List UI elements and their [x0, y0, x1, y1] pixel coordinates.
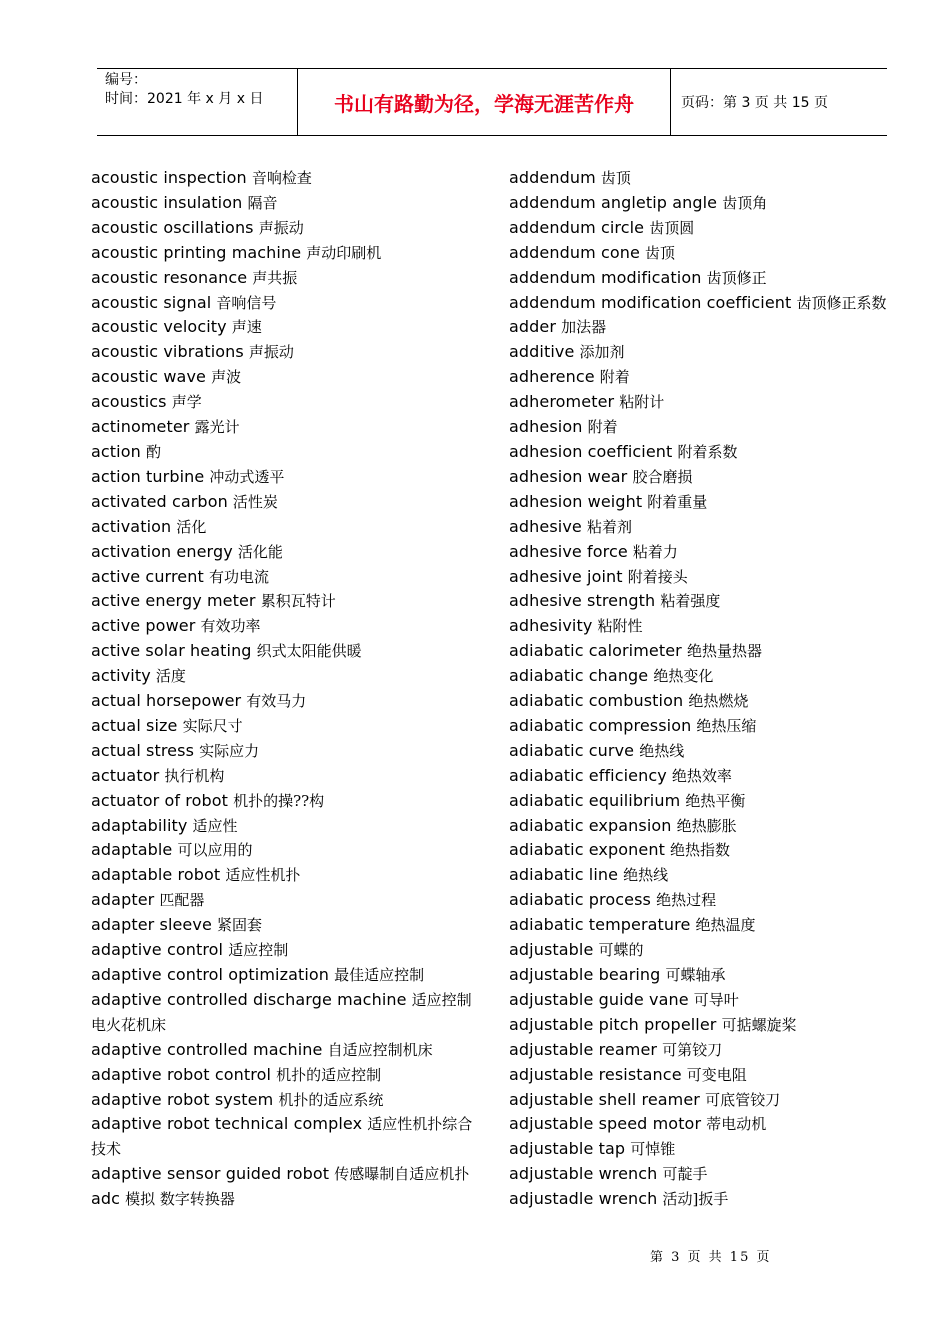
term-english: adjustable reamer	[509, 1039, 658, 1059]
term-chinese: 可掂螺旋桨	[721, 1015, 797, 1034]
term-english: adaptable robot	[91, 865, 221, 885]
glossary-entry	[91, 565, 477, 590]
term-english: acoustic signal	[91, 292, 212, 312]
glossary-entry	[509, 1063, 899, 1088]
term-english: adhesion coefficient	[509, 441, 673, 461]
term-chinese: 实际尺寸	[182, 716, 243, 735]
term-chinese: 音响信号	[216, 293, 277, 312]
term-english: adiabatic process	[509, 890, 651, 910]
term-chinese: 齿顶修正	[706, 268, 767, 287]
glossary-entry	[509, 639, 899, 664]
glossary-entry	[91, 963, 477, 988]
document-number-label: 编号：	[105, 72, 147, 88]
glossary-entry	[91, 191, 477, 216]
term-english: adaptive controlled discharge machine	[91, 989, 407, 1009]
glossary-entry	[91, 614, 477, 639]
term-english: activation	[91, 516, 172, 536]
term-chinese: 粘着强度	[660, 592, 721, 611]
term-english: adhesion weight	[509, 491, 643, 511]
term-chinese: 绝热线	[623, 866, 669, 885]
glossary-entry	[509, 863, 899, 888]
glossary-entry	[91, 1038, 477, 1063]
term-chinese: 模拟 数字转换器	[125, 1190, 235, 1209]
term-english: acoustic wave	[91, 367, 206, 387]
glossary-entry	[91, 764, 477, 789]
term-english: adjustable resistance	[509, 1064, 682, 1084]
term-english: adjustable bearing	[509, 965, 661, 984]
term-chinese: 机扑的适应控制	[276, 1065, 382, 1084]
glossary-entry	[91, 814, 477, 839]
glossary-entry	[91, 1187, 477, 1212]
term-chinese: 露光计	[194, 418, 240, 437]
document-time: 时间：2021 年 x 月 x 日	[105, 91, 264, 107]
term-english: adhesive	[509, 516, 582, 536]
term-chinese: 添加剂	[579, 343, 625, 362]
glossary-entry	[509, 166, 899, 191]
term-chinese: 可第铰刀	[662, 1040, 723, 1059]
glossary-entry	[91, 789, 477, 814]
term-chinese: 冲动式透平	[209, 467, 285, 486]
glossary-entry	[509, 789, 899, 814]
term-english: adaptive robot technical complex	[91, 1114, 363, 1134]
term-chinese: 可导叶	[693, 990, 739, 1009]
term-english: acoustic inspection	[91, 168, 247, 187]
glossary-entry	[91, 166, 477, 191]
term-chinese: 附着接头	[627, 567, 688, 586]
glossary-entry	[509, 490, 899, 515]
term-english: adherometer	[509, 392, 615, 412]
term-english: action	[91, 441, 141, 461]
term-english: adiabatic temperature	[509, 915, 691, 935]
term-english: activated carbon	[91, 491, 228, 511]
glossary-entry	[91, 1112, 477, 1162]
term-chinese: 粘着剂	[586, 517, 632, 536]
glossary-right-column	[509, 166, 899, 1212]
footer-page-number: 第 3 页 共 15 页	[650, 1250, 772, 1265]
term-english: adiabatic line	[509, 865, 619, 885]
term-english: adiabatic efficiency	[509, 765, 667, 785]
term-english: acoustic printing machine	[91, 242, 302, 262]
term-chinese: 粘附计	[619, 393, 665, 412]
glossary-entry	[509, 589, 899, 614]
glossary-entry	[509, 565, 899, 590]
glossary-entry	[509, 913, 899, 938]
glossary-entry	[91, 490, 477, 515]
term-chinese: 机扑的操??构	[233, 791, 325, 810]
term-english: addendum cone	[509, 242, 640, 262]
glossary-entry	[91, 291, 477, 316]
term-chinese: 紧固套	[216, 916, 262, 935]
term-chinese: 绝热指数	[670, 841, 731, 860]
term-chinese: 声学	[171, 393, 202, 412]
glossary-entry	[509, 963, 899, 988]
term-chinese: 有功电流	[208, 567, 269, 586]
term-chinese: 活性炭	[232, 492, 278, 511]
term-chinese: 适应性机扑	[225, 866, 301, 885]
glossary-entry	[509, 888, 899, 913]
term-english: adjustable	[509, 940, 594, 960]
glossary-entry	[509, 1137, 899, 1162]
glossary-entry	[509, 340, 899, 365]
header-page-info: 页码：第 3 页 共 15 页	[681, 95, 828, 111]
term-chinese: 执行机构	[164, 766, 225, 785]
term-english: acoustics	[91, 392, 167, 412]
glossary-entry	[509, 838, 899, 863]
term-chinese: 传感曝制自适应机扑	[334, 1165, 470, 1184]
glossary-entry	[91, 465, 477, 490]
glossary-entry	[509, 440, 899, 465]
term-english: addendum	[509, 168, 596, 187]
header-meta	[97, 69, 298, 135]
glossary-entry	[91, 216, 477, 241]
term-english: adiabatic calorimeter	[509, 641, 682, 661]
glossary-entry	[509, 739, 899, 764]
term-english: adjustable speed motor	[509, 1114, 702, 1134]
glossary-entry	[91, 390, 477, 415]
term-english: adhesion	[509, 417, 583, 437]
term-chinese: 绝热量热器	[686, 642, 762, 661]
glossary-entry	[91, 1162, 477, 1187]
term-english: adjustable pitch propeller	[509, 1014, 717, 1034]
term-english: acoustic vibrations	[91, 342, 244, 362]
term-chinese: 音响检查	[251, 169, 312, 187]
term-english: actual horsepower	[91, 691, 242, 711]
term-chinese: 蒂电动机	[706, 1115, 767, 1134]
term-english: adhesive force	[509, 541, 628, 561]
term-chinese: 声波	[211, 368, 242, 387]
term-english: adiabatic combustion	[509, 691, 684, 711]
term-english: adaptable	[91, 840, 173, 860]
page-header	[97, 68, 887, 136]
term-english: adhesive strength	[509, 591, 656, 611]
term-english: adapter	[91, 890, 155, 910]
term-chinese: 可悼锥	[630, 1140, 676, 1159]
term-english: active energy meter	[91, 591, 256, 611]
term-chinese: 绝热变化	[653, 667, 714, 686]
glossary-entry	[91, 365, 477, 390]
term-english: active solar heating	[91, 641, 252, 661]
term-chinese: 声动印刷机	[306, 243, 382, 262]
term-chinese: 绝热膨胀	[676, 816, 737, 835]
glossary-entry	[509, 1088, 899, 1113]
term-chinese: 齿顶圆	[649, 218, 695, 237]
glossary-entry	[509, 216, 899, 241]
glossary-entry	[509, 689, 899, 714]
glossary-entry	[91, 440, 477, 465]
glossary-entry	[509, 714, 899, 739]
term-chinese: 绝热平衡	[685, 791, 746, 810]
glossary-entry	[91, 838, 477, 863]
term-chinese: 可蝶轴承	[665, 966, 726, 984]
term-chinese: 附着	[587, 418, 618, 437]
glossary-entry	[91, 1063, 477, 1088]
term-chinese: 粘附性	[597, 617, 643, 636]
term-chinese: 可靛手	[662, 1165, 708, 1184]
term-english: acoustic oscillations	[91, 217, 254, 237]
glossary-entry	[91, 1088, 477, 1113]
term-chinese: 声共振	[252, 268, 298, 287]
term-chinese: 可底管铰刀	[705, 1090, 781, 1109]
term-chinese: 匹配器	[159, 891, 205, 910]
term-english: addendum circle	[509, 217, 645, 237]
glossary-entry	[91, 589, 477, 614]
glossary-entry	[509, 191, 899, 216]
term-english: adhesive joint	[509, 566, 623, 586]
term-chinese: 累积瓦特计	[260, 592, 336, 611]
term-english: adiabatic curve	[509, 740, 635, 760]
term-chinese: 实际应力	[199, 741, 260, 760]
term-chinese: 活化	[176, 517, 207, 536]
term-chinese: 织式太阳能供暖	[256, 642, 362, 661]
term-chinese: 有效马力	[246, 692, 307, 711]
term-english: adiabatic exponent	[509, 840, 665, 860]
term-english: adhesivity	[509, 616, 593, 636]
term-english: acoustic velocity	[91, 317, 227, 337]
term-chinese: 可以应用的	[177, 841, 253, 860]
term-chinese: 绝热温度	[695, 916, 756, 935]
glossary-entry	[91, 689, 477, 714]
term-chinese: 适应控制电火花机床	[91, 990, 472, 1034]
term-chinese: 可变电阻	[686, 1065, 747, 1084]
term-english: actual size	[91, 715, 178, 735]
term-english: adder	[509, 317, 557, 337]
term-english: adaptive control optimization	[91, 965, 330, 984]
glossary-entry	[509, 1162, 899, 1187]
term-chinese: 加法器	[561, 318, 607, 337]
term-english: actuator	[91, 765, 160, 785]
term-english: active power	[91, 616, 196, 636]
glossary-entry	[509, 1187, 899, 1212]
term-chinese: 粘着力	[632, 542, 678, 561]
glossary-entry	[91, 913, 477, 938]
term-chinese: 声速	[231, 318, 262, 337]
term-english: action turbine	[91, 466, 205, 486]
term-chinese: 齿顶	[600, 169, 631, 187]
term-english: actual stress	[91, 740, 195, 760]
term-english: active current	[91, 566, 204, 586]
glossary-entry	[509, 540, 899, 565]
term-chinese: 活度	[155, 667, 186, 686]
glossary-entry	[91, 664, 477, 689]
term-chinese: 绝热燃烧	[688, 692, 749, 711]
term-english: actinometer	[91, 417, 190, 437]
term-chinese: 最佳适应控制	[334, 966, 425, 984]
glossary-entry	[509, 988, 899, 1013]
term-chinese: 酌	[145, 442, 161, 461]
term-chinese: 声振动	[258, 218, 304, 237]
term-chinese: 附着系数	[677, 442, 738, 461]
glossary-entry	[91, 315, 477, 340]
term-english: addendum angletip angle	[509, 192, 718, 212]
term-english: adjustable shell reamer	[509, 1089, 700, 1109]
glossary-entry	[509, 1038, 899, 1063]
glossary-entry	[509, 266, 899, 291]
glossary-entry	[91, 888, 477, 913]
term-chinese: 隔音	[247, 193, 278, 212]
glossary-entry	[509, 814, 899, 839]
term-chinese: 绝热线	[639, 741, 685, 760]
term-english: acoustic resonance	[91, 267, 248, 287]
term-english: adiabatic expansion	[509, 815, 672, 835]
glossary-entry	[509, 241, 899, 266]
term-chinese: 活动]扳手	[662, 1190, 729, 1209]
term-chinese: 有效功率	[200, 617, 261, 636]
term-english: adjustable tap	[509, 1139, 626, 1159]
term-english: actuator of robot	[91, 790, 228, 810]
glossary-entry	[509, 365, 899, 390]
term-english: adc	[91, 1189, 121, 1209]
term-english: adhesion wear	[509, 466, 628, 486]
glossary-entry	[91, 241, 477, 266]
term-chinese: 声振动	[248, 343, 294, 362]
glossary-entry	[509, 465, 899, 490]
term-english: adjustable guide vane	[509, 989, 689, 1009]
term-english: activation energy	[91, 541, 233, 561]
glossary-entry	[509, 764, 899, 789]
term-chinese: 自适应控制机床	[327, 1040, 433, 1059]
glossary-entry	[509, 614, 899, 639]
term-english: activity	[91, 666, 151, 686]
term-chinese: 机扑的适应系统	[278, 1090, 384, 1109]
term-chinese: 可蝶的	[598, 941, 644, 960]
glossary-entry	[509, 315, 899, 340]
term-english: adaptive control	[91, 940, 224, 960]
term-english: adaptability	[91, 815, 188, 835]
header-motto: 书山有路勤为径，学海无涯苦作舟	[298, 69, 671, 135]
glossary-entry	[91, 938, 477, 963]
term-english: adiabatic change	[509, 666, 649, 686]
glossary-entry	[91, 415, 477, 440]
term-english: adjustable wrench	[509, 1164, 658, 1184]
term-chinese: 齿顶	[645, 243, 676, 262]
term-english: addendum modification coefficient	[509, 292, 792, 312]
glossary-entry	[91, 540, 477, 565]
term-english: adherence	[509, 367, 595, 387]
glossary-entry	[91, 988, 477, 1038]
term-english: adiabatic equilibrium	[509, 790, 681, 810]
term-english: adaptive controlled machine	[91, 1039, 323, 1059]
term-english: addendum modification	[509, 267, 702, 287]
term-chinese: 适应控制	[228, 941, 289, 960]
term-chinese: 附着	[599, 368, 630, 387]
term-chinese: 齿顶修正系数	[796, 293, 887, 312]
glossary-entry	[91, 515, 477, 540]
term-english: adapter sleeve	[91, 915, 212, 935]
term-chinese: 齿顶角	[722, 193, 768, 212]
glossary-entry	[509, 291, 899, 316]
glossary-entry	[91, 739, 477, 764]
term-english: adaptive robot control	[91, 1064, 272, 1084]
term-chinese: 绝热过程	[656, 891, 717, 910]
term-english: adiabatic compression	[509, 715, 692, 735]
term-chinese: 绝热压缩	[696, 716, 757, 735]
glossary-entry	[91, 714, 477, 739]
glossary-entry	[509, 515, 899, 540]
glossary-entry	[509, 938, 899, 963]
term-english: adaptive robot system	[91, 1089, 274, 1109]
glossary-entry	[91, 639, 477, 664]
glossary-entry	[91, 266, 477, 291]
glossary-left-column	[91, 166, 477, 1212]
term-chinese: 胶合磨损	[632, 467, 693, 486]
glossary-entry	[91, 863, 477, 888]
term-english: adjustadle wrench	[509, 1189, 658, 1209]
term-chinese: 绝热效率	[671, 766, 732, 785]
glossary-entry	[91, 340, 477, 365]
glossary-entry	[509, 390, 899, 415]
term-chinese: 适应性	[192, 816, 238, 835]
term-chinese: 适应性机扑综合技术	[91, 1115, 473, 1159]
glossary-entry	[509, 664, 899, 689]
glossary-entry	[509, 1112, 899, 1137]
glossary-entry	[509, 1013, 899, 1038]
term-english: additive	[509, 342, 575, 362]
term-english: adaptive sensor guided robot	[91, 1164, 330, 1184]
glossary-entry	[509, 415, 899, 440]
term-english: acoustic insulation	[91, 192, 243, 212]
term-chinese: 附着重量	[647, 492, 708, 511]
term-chinese: 活化能	[237, 542, 283, 561]
